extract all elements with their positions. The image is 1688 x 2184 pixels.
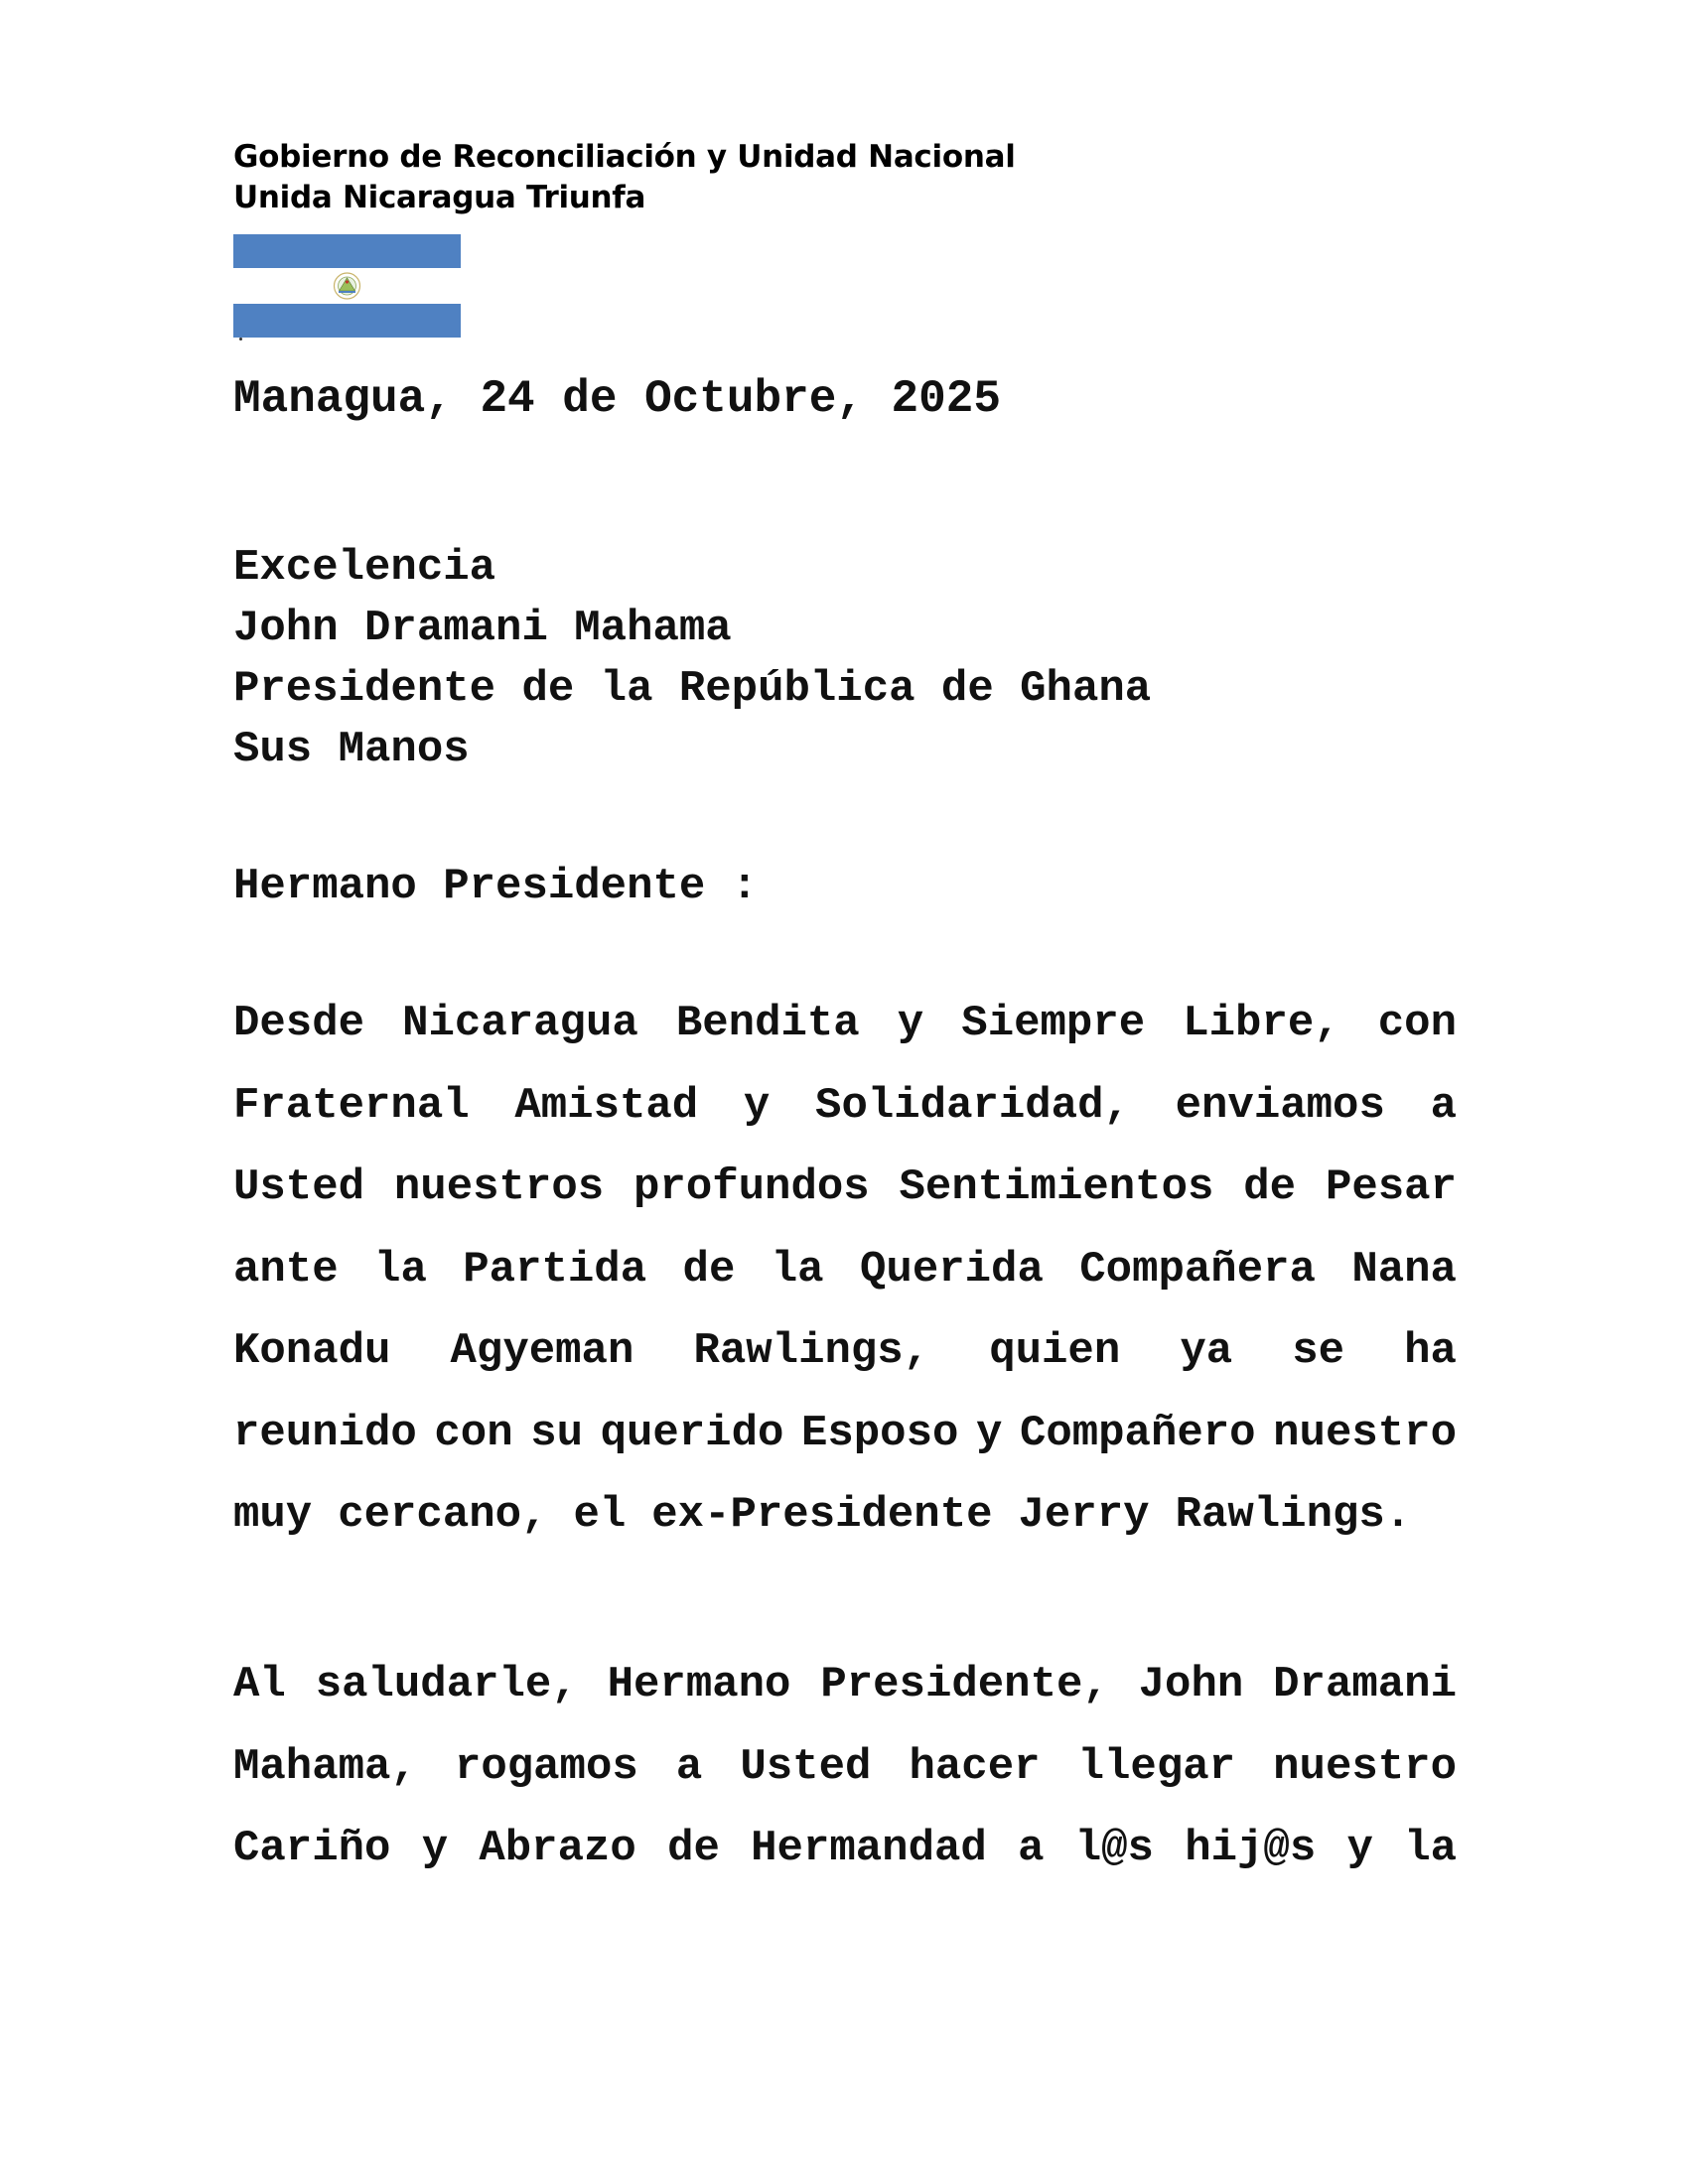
word: de xyxy=(667,1824,720,1873)
word: la xyxy=(1404,1824,1457,1873)
word: Esposo xyxy=(800,1408,959,1458)
letterhead xyxy=(233,137,1016,218)
word: nuestros xyxy=(393,1162,605,1212)
word: Rawlings. xyxy=(1175,1490,1412,1540)
word: rogamos xyxy=(454,1741,638,1792)
recipient-honorific: Excelencia xyxy=(233,543,496,593)
word: enviamos xyxy=(1175,1080,1385,1131)
government-slogan: Unida Nicaragua Triunfa xyxy=(233,180,646,215)
government-name: Gobierno de Reconciliación y Unidad Nacional xyxy=(233,139,1016,175)
word: Desde xyxy=(233,999,365,1048)
word: Compañera xyxy=(1079,1244,1316,1295)
word: de xyxy=(682,1244,736,1295)
word: Rawlings, xyxy=(693,1326,930,1376)
word: Hermano xyxy=(607,1660,791,1709)
word: a xyxy=(1430,1080,1457,1131)
word: y xyxy=(1346,1824,1373,1873)
word: Compañero xyxy=(1019,1408,1256,1458)
paragraph-line xyxy=(233,1474,1457,1557)
word: ya xyxy=(1180,1326,1233,1376)
word: llegar xyxy=(1077,1741,1236,1792)
word: reunido xyxy=(233,1408,417,1458)
word: Al xyxy=(233,1660,286,1709)
word: Nana xyxy=(1351,1244,1457,1295)
word: y xyxy=(897,999,924,1048)
word: la xyxy=(771,1244,824,1295)
word: hacer xyxy=(909,1741,1041,1792)
word: Querida xyxy=(860,1244,1044,1295)
word: Abrazo xyxy=(479,1824,636,1873)
word: a xyxy=(675,1741,703,1792)
paragraph-line xyxy=(233,1147,1457,1229)
word: cercano, xyxy=(338,1490,548,1540)
word: Solidaridad, xyxy=(815,1080,1130,1131)
nicaragua-flag-icon xyxy=(233,234,461,338)
word: a xyxy=(1018,1824,1045,1873)
word: Partida xyxy=(463,1244,647,1295)
paragraph-condolences xyxy=(233,983,1457,1557)
paragraph-line xyxy=(233,1644,1457,1726)
letter-date: Managua, 24 de Octubre, 2025 xyxy=(233,373,1001,425)
word: de xyxy=(1243,1162,1297,1212)
word: y xyxy=(975,1408,1003,1458)
word: l@s xyxy=(1074,1824,1154,1873)
word: querido xyxy=(600,1408,784,1458)
word: con xyxy=(434,1408,513,1458)
word: Dramani xyxy=(1273,1660,1457,1709)
word: Amistad xyxy=(514,1080,699,1131)
word: muy xyxy=(233,1490,313,1540)
word: Bendita xyxy=(675,999,860,1048)
word: John xyxy=(1138,1660,1244,1709)
word: nuestro xyxy=(1273,1741,1457,1792)
word: Usted xyxy=(233,1162,365,1212)
word: Hermandad xyxy=(751,1824,987,1873)
word: hij@s xyxy=(1185,1824,1317,1873)
recipient-title: Presidente de la República de Ghana xyxy=(233,664,1152,714)
word: la xyxy=(374,1244,427,1295)
word: y xyxy=(743,1080,771,1131)
word: ha xyxy=(1404,1326,1457,1376)
paragraph-line xyxy=(233,1065,1457,1148)
stray-dot xyxy=(239,338,242,341)
word: Agyeman xyxy=(450,1326,634,1376)
paragraph-line xyxy=(233,1393,1457,1475)
word: Mahama, xyxy=(233,1741,417,1792)
paragraph-line xyxy=(233,1726,1457,1809)
word: Libre, xyxy=(1183,999,1340,1048)
paragraph-line xyxy=(233,1808,1457,1890)
word: Pesar xyxy=(1325,1162,1457,1212)
word: nuestro xyxy=(1273,1408,1457,1458)
word: Cariño xyxy=(233,1824,391,1873)
recipient-block xyxy=(233,538,1151,780)
word: saludarle, xyxy=(315,1660,578,1709)
salutation: Hermano Presidente : xyxy=(233,862,759,911)
paragraph-line xyxy=(233,983,1457,1065)
word: Konadu xyxy=(233,1326,391,1376)
recipient-name: John Dramani Mahama xyxy=(233,604,732,653)
word: ex-Presidente xyxy=(651,1490,993,1540)
word: profundos xyxy=(633,1162,870,1212)
recipient-delivery: Sus Manos xyxy=(233,725,470,774)
word: su xyxy=(530,1408,583,1458)
paragraph-line xyxy=(233,1229,1457,1311)
word: quien xyxy=(989,1326,1121,1376)
word: el xyxy=(573,1490,627,1540)
word: Sentimientos xyxy=(899,1162,1214,1212)
word: Nicaragua xyxy=(402,999,638,1048)
word: Jerry xyxy=(1018,1490,1150,1540)
word: Usted xyxy=(740,1741,872,1792)
word: ante xyxy=(233,1244,339,1295)
word: y xyxy=(421,1824,449,1873)
word: Fraternal xyxy=(233,1080,470,1131)
word: Presidente, xyxy=(820,1660,1109,1709)
paragraph-line xyxy=(233,1310,1457,1393)
word: se xyxy=(1292,1326,1345,1376)
word: con xyxy=(1377,999,1457,1048)
word: Siempre xyxy=(961,999,1146,1048)
paragraph-greeting xyxy=(233,1644,1457,1890)
